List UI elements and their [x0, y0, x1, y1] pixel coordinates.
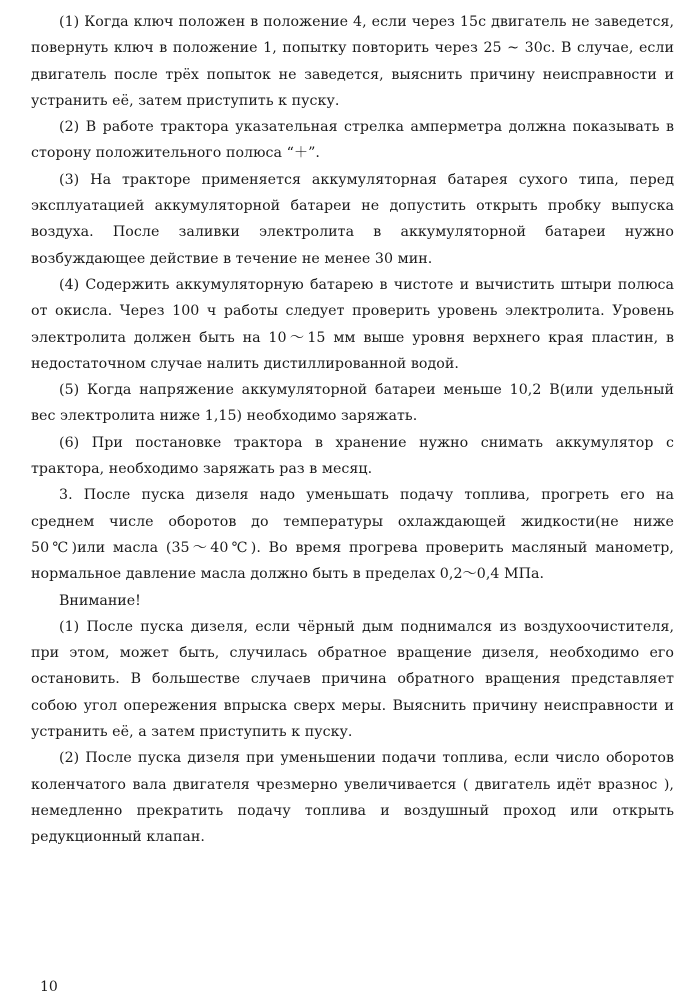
document-page [31, 9, 674, 851]
paragraph-black-smoke: (1) После пуска дизеля, если чёрный дым поднимался из воздухоочистителя, при этом, может быть, случилась обратное вращение дизеля, необходимо его остановить. В большестве случаев причина обратного вращения представляет собою угол опережения впрыска сверх меры. Выяснить причину неисправности и устранить её, а затем приступить к пуску. [31, 618, 674, 741]
paragraph-overspeed: (2) После пуска дизеля при уменьшении подачи топлива, если число оборотов коленчатого вала двигателя чрезмерно увеличивается ( двигатель идёт вразнос ), немедленно прекратить подачу топлива и воздушный проход или открыть редукционный клапан. [31, 750, 674, 846]
paragraph-warm-up: 3. После пуска дизеля надо уменьшать подачу топлива, прогреть его на среднем числе оборотов до температуры охлаждающей жидкости(не ниже 50℃)или масла (35～40℃). Во время прогрева проверить масляный манометр, нормальное давление масла должно быть в пределах 0,2～0,4 МПа. [31, 487, 674, 583]
attention-heading: Внимание! [59, 592, 141, 609]
paragraph-key-position: (1) Когда ключ положен в положение 4, если через 15с двигатель не заведется, повернуть ключ в положение 1, попытку повторить через 25 ~ 30с. В случае, если двигатель после трёх попыток не заведется, выяснить причину неисправности и устранить её, затем приступить к пуску. [31, 14, 674, 109]
paragraph-battery-voltage: (5) Когда напряжение аккумуляторной батареи меньше 10,2 В(или удельный вес электролита ниже 1,15) необходимо заряжать. [31, 382, 674, 425]
paragraph-battery-storage: (6) При постановке трактора в хранение нужно снимать аккумулятор с трактора, необходимо заряжать раз в месяц. [31, 434, 674, 478]
paragraph-ammeter: (2) В работе трактора указательная стрелка амперметра должна показывать в сторону положительного полюса “＋”. [31, 119, 674, 162]
paragraph-battery-type: (3) На тракторе применяется аккумуляторная батарея сухого типа, перед эксплуатацией аккумуляторной батареи не допустить открыть пробку выпуска воздуха. После заливки электролита в аккумуляторной батареи нужно возбуждающее действие в течение не менее 30 мин. [31, 171, 674, 267]
page-number: 10 [40, 979, 58, 995]
paragraph-battery-maintenance: (4) Содержить аккумуляторную батарею в чистоте и вычистить штыри полюса от окисла. Через 100 ч работы следует проверить уровень электролита. Уровень электролита должен быть на 10～15 мм выше уровня верхнего края пластин, в недостаточном случае налить дистиллированной водой. [31, 276, 674, 372]
